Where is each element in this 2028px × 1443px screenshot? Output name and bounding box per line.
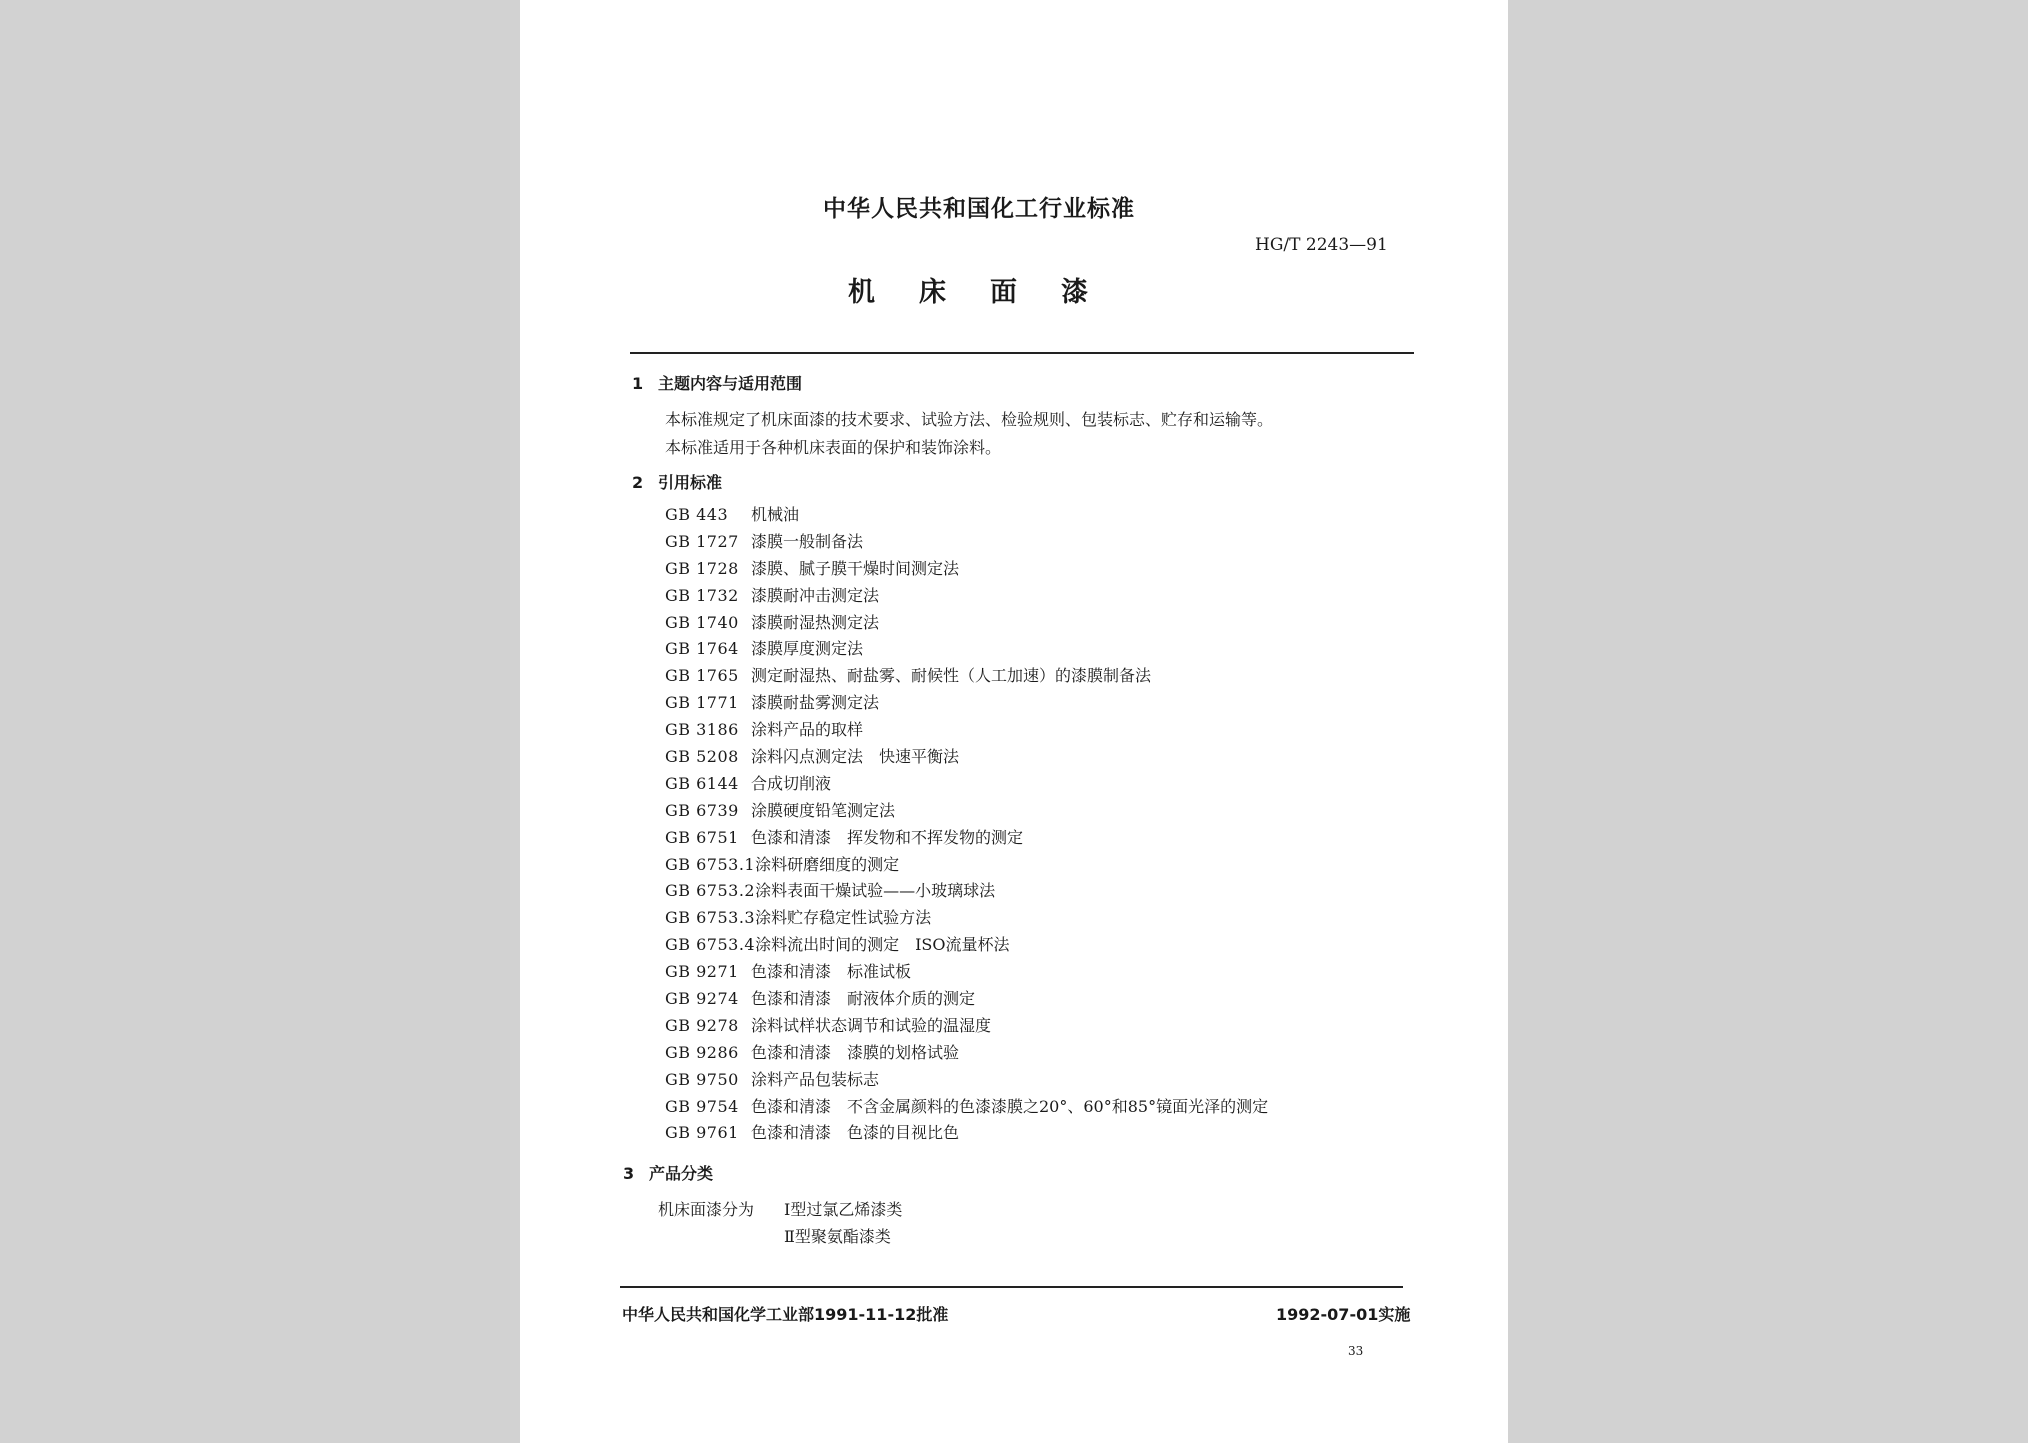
implementation-date: 1992-07-01实施 [1276, 1305, 1411, 1324]
reference-title: 测定耐湿热、耐盐雾、耐候性（人工加速）的漆膜制备法 [751, 666, 1152, 686]
reference-code: GB 1740 [665, 612, 739, 632]
reference-code: GB 1765 [665, 666, 739, 686]
footer-rule [620, 1286, 1403, 1288]
section-3-heading [623, 1161, 713, 1184]
reference-code: GB 9754 [665, 1096, 739, 1116]
reference-code: GB 9750 [665, 1069, 739, 1089]
document-title: 机床面漆 [848, 277, 1132, 308]
reference-code: GB 6753.3 [665, 908, 756, 928]
section-title: 产品分类 [649, 1164, 714, 1183]
reference-code: GB 6753.4 [665, 935, 756, 955]
reference-title: 色漆和清漆 不含金属颜料的色漆漆膜之20°、60°和85°镜面光泽的测定 [751, 1096, 1269, 1116]
classification-label: 机床面漆分为 [658, 1200, 755, 1219]
reference-item [665, 610, 1385, 637]
reference-title: 涂料产品包装标志 [751, 1069, 880, 1089]
reference-title: 漆膜、腻子膜干燥时间测定法 [751, 558, 960, 578]
reference-item [665, 798, 1385, 825]
page-number: 33 [1348, 1344, 1364, 1358]
reference-item [665, 852, 1385, 879]
reference-code: GB 443 [665, 505, 729, 524]
reference-item [665, 556, 1385, 583]
classification-type-1: Ⅰ型过氯乙烯漆类 [784, 1200, 903, 1219]
reference-title: 色漆和清漆 漆膜的划格试验 [751, 1042, 960, 1062]
approval-statement: 中华人民共和国化学工业部1991-11-12批准 [622, 1305, 949, 1324]
reference-code: GB 6753.2 [665, 881, 756, 901]
section-1-paragraph-2: 本标准适用于各种机床表面的保护和装饰涂料。 [665, 438, 1002, 457]
reference-title: 机械油 [751, 505, 800, 524]
reference-code: GB 3186 [665, 720, 739, 740]
reference-item [665, 583, 1385, 610]
reference-code: GB 6739 [665, 800, 739, 820]
reference-item [665, 636, 1385, 663]
standard-code: HG/T 2243—91 [1255, 235, 1388, 255]
reference-item [665, 744, 1385, 771]
reference-item [665, 771, 1385, 798]
reference-title: 色漆和清漆 挥发物和不挥发物的测定 [751, 827, 1024, 847]
reference-item [665, 878, 1385, 905]
reference-title: 色漆和清漆 耐液体介质的测定 [751, 989, 976, 1009]
reference-title: 涂膜硬度铅笔测定法 [751, 800, 896, 820]
reference-title: 涂料表面干燥试验——小玻璃球法 [755, 881, 996, 901]
reference-title: 漆膜厚度测定法 [751, 639, 864, 659]
national-standard-title: 中华人民共和国化工行业标准 [823, 196, 1135, 222]
reference-item [665, 717, 1385, 744]
reference-code: GB 9286 [665, 1042, 739, 1062]
section-number: 3 [623, 1164, 635, 1183]
reference-item [665, 1094, 1385, 1121]
reference-title: 色漆和清漆 标准试板 [751, 962, 912, 982]
document-page [520, 0, 1508, 1443]
reference-code: GB 1728 [665, 558, 739, 578]
reference-item [665, 1040, 1385, 1067]
reference-code: GB 6751 [665, 827, 739, 847]
reference-title: 漆膜耐湿热测定法 [751, 612, 880, 632]
reference-code: GB 6144 [665, 773, 739, 793]
reference-list [665, 502, 1385, 1147]
reference-item [665, 905, 1385, 932]
reference-title: 涂料试样状态调节和试验的温湿度 [751, 1015, 992, 1035]
reference-code: GB 5208 [665, 747, 739, 767]
reference-title: 涂料闪点测定法 快速平衡法 [751, 747, 960, 767]
reference-title: 涂料研磨细度的测定 [755, 854, 900, 874]
reference-code: GB 9278 [665, 1015, 739, 1035]
reference-code: GB 1727 [665, 531, 739, 551]
reference-code: GB 9761 [665, 1123, 739, 1143]
reference-code: GB 9274 [665, 989, 739, 1009]
section-1-heading [632, 371, 802, 394]
reference-code: GB 1771 [665, 693, 739, 713]
reference-item [665, 690, 1385, 717]
reference-title: 漆膜一般制备法 [751, 531, 864, 551]
section-title: 主题内容与适用范围 [658, 374, 803, 393]
reference-item [665, 663, 1385, 690]
reference-code: GB 6753.1 [665, 854, 756, 874]
header-rule [630, 352, 1414, 354]
section-title: 引用标准 [658, 473, 723, 492]
reference-title: 漆膜耐冲击测定法 [751, 585, 880, 605]
reference-title: 色漆和清漆 色漆的目视比色 [751, 1123, 960, 1143]
reference-item [665, 1067, 1385, 1094]
reference-item [665, 825, 1385, 852]
reference-item [665, 986, 1385, 1013]
reference-code: GB 9271 [665, 962, 739, 982]
reference-title: 涂料贮存稳定性试验方法 [755, 908, 932, 928]
reference-title: 合成切削液 [751, 773, 832, 793]
reference-code: GB 1764 [665, 639, 739, 659]
reference-item [665, 959, 1385, 986]
reference-code: GB 1732 [665, 585, 739, 605]
reference-item [665, 502, 1385, 529]
reference-item [665, 1120, 1385, 1147]
reference-title: 涂料流出时间的测定 ISO流量杯法 [755, 935, 1010, 955]
reference-item [665, 932, 1385, 959]
reference-item [665, 529, 1385, 556]
reference-title: 漆膜耐盐雾测定法 [751, 693, 880, 713]
section-number: 2 [632, 473, 644, 492]
section-number: 1 [632, 374, 644, 393]
classification-type-2: Ⅱ型聚氨酯漆类 [784, 1227, 891, 1246]
section-2-heading [632, 470, 722, 493]
section-1-paragraph-1: 本标准规定了机床面漆的技术要求、试验方法、检验规则、包装标志、贮存和运输等。 [665, 410, 1274, 429]
reference-item [665, 1013, 1385, 1040]
reference-title: 涂料产品的取样 [751, 720, 864, 740]
